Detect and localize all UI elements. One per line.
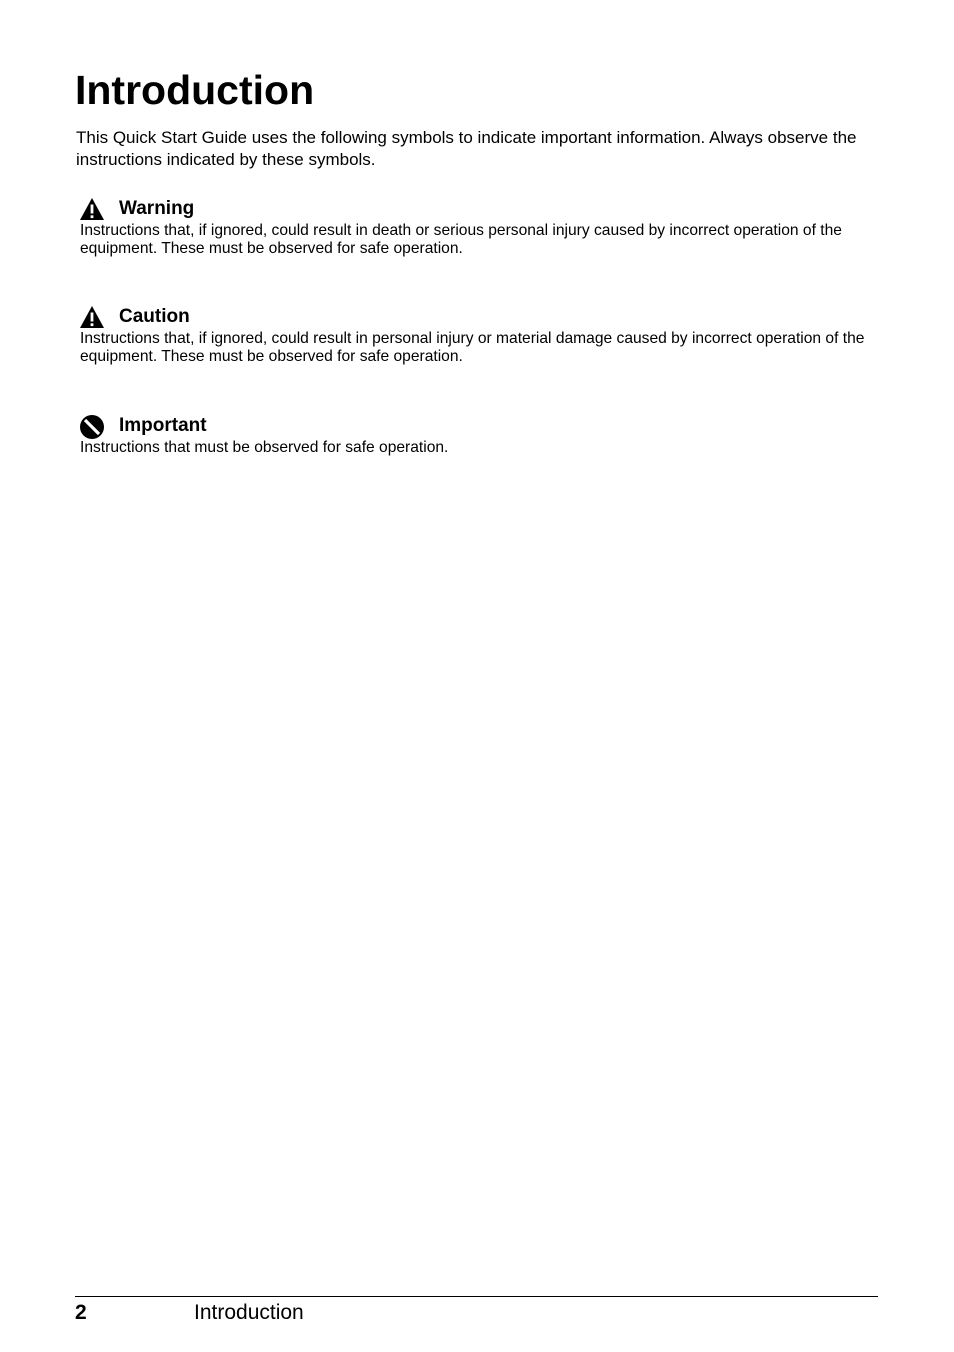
important-notice-header xyxy=(79,413,879,439)
caution-triangle-icon xyxy=(79,305,105,329)
intro-paragraph: This Quick Start Guide uses the following symbols to indicate important information. Always observe the instructions indicated by these symbols. xyxy=(76,128,857,169)
caution-notice-header xyxy=(79,304,879,330)
important-notice-text: Instructions that must be observed for safe operation. xyxy=(80,439,449,456)
caution-notice-text: Instructions that, if ignored, could result in personal injury or material damage caused by incorrect operation of the equipment. These must be observed for safe operation. xyxy=(80,330,865,365)
warning-notice-title: Warning xyxy=(119,198,195,219)
important-prohibition-icon xyxy=(79,414,105,438)
warning-triangle-icon xyxy=(79,197,105,221)
caution-notice xyxy=(79,304,879,366)
footer-page-number: 2 xyxy=(75,1301,87,1324)
important-notice xyxy=(79,413,879,457)
page-title: Introduction xyxy=(75,67,315,113)
warning-notice-header xyxy=(79,196,879,222)
warning-notice-text: Instructions that, if ignored, could result in death or serious personal injury caused by incorrect operation of the equipment. These must be observed for safe operation. xyxy=(80,222,842,257)
important-notice-title: Important xyxy=(119,415,207,436)
footer-section-title: Introduction xyxy=(194,1301,304,1324)
footer-divider xyxy=(75,1296,878,1297)
caution-notice-title: Caution xyxy=(119,306,190,327)
warning-notice xyxy=(79,196,879,258)
